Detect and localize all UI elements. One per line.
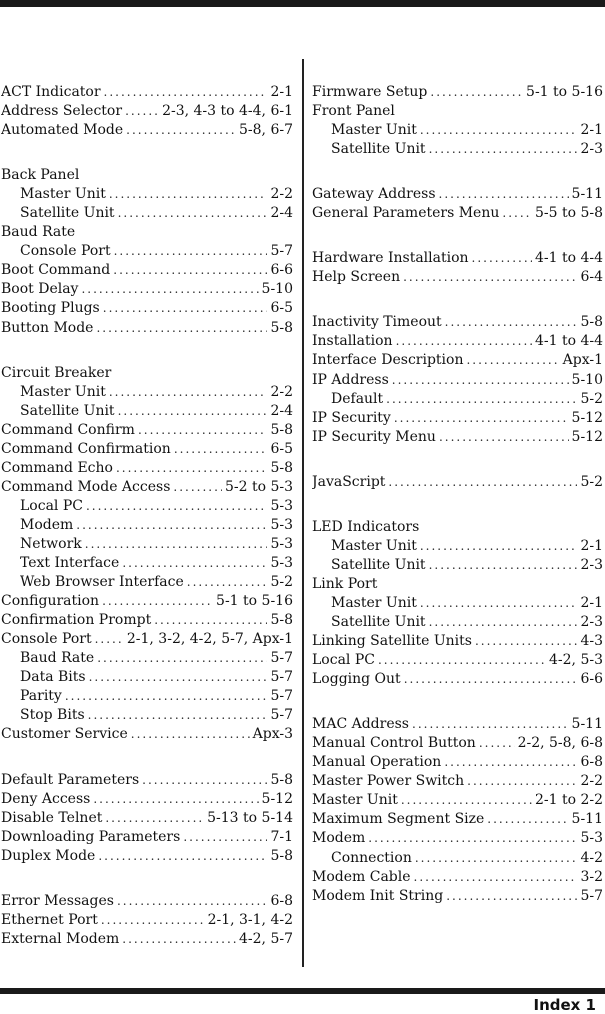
entry-pages: 6-4 [580,269,603,286]
leader-dots [401,791,532,810]
entry-pages: 6-6 [270,262,293,279]
leader-dots [467,772,577,791]
entry-pages: 5-10 [571,371,603,388]
entry-term: Ethernet Port [1,911,98,928]
leader-dots [154,611,267,630]
leader-dots [102,592,213,611]
index-heading: Link Port [312,575,378,592]
entry-term: Hardware Installation [312,250,469,267]
index-entry [312,715,603,734]
entry-pages: 5-8 [580,314,603,331]
leader-dots [98,847,267,866]
leader-dots [429,613,578,632]
leader-dots [89,668,268,687]
leader-dots [174,440,268,459]
index-subentry [1,242,293,261]
entry-term: Web Browser Interface [20,574,184,591]
entry-term: Console Port [20,243,111,260]
index-subentry [1,516,293,535]
entry-pages: 5-12 [261,790,293,807]
index-entry [1,847,293,866]
leader-dots [126,121,236,140]
entry-pages: 4-2 [580,849,603,866]
index-entry [1,459,293,478]
entry-pages: 4-2, 5-7 [239,930,293,947]
index-entry [1,911,293,930]
entry-pages: 5-5 to 5-8 [534,205,603,222]
leader-dots [118,204,268,223]
section-gap [312,492,603,518]
leader-dots [475,632,578,651]
leader-dots [118,402,268,421]
index-entry [312,829,603,848]
index-subentry [1,497,293,516]
entry-pages: 2-3 [580,556,603,573]
leader-dots [122,930,236,949]
entry-pages: 5-8 [270,612,293,629]
entry-term: Manual Operation [312,754,442,771]
leader-dots [430,83,523,102]
leader-dots [466,351,559,370]
entry-term: Satellite Unit [331,613,426,630]
entry-term: IP Security [312,409,391,426]
entry-term: Data Bits [20,669,86,686]
entry-pages: 5-11 [571,186,603,203]
index-entry [312,268,603,287]
entry-term: Button Mode [1,319,94,336]
entry-term: Help Screen [312,269,401,286]
entry-pages: 5-8 [270,421,293,438]
entry-pages: 2-1, 3-2, 4-2, 5-7, Apx-1 [126,631,293,648]
entry-term: Customer Service [1,726,128,743]
entry-pages: 5-2 [580,473,603,490]
entry-pages: 2-4 [270,205,293,222]
leader-dots [429,140,578,159]
index-entry [1,421,293,440]
entry-term: Maximum Segment Size [312,811,485,828]
entry-term: Master Unit [331,122,417,139]
entry-pages: 5-3 [270,555,293,572]
leader-dots [415,849,578,868]
column-divider [302,59,304,967]
entry-term: Address Selector [1,103,123,120]
index-subentry [1,668,293,687]
entry-term: Local PC [20,497,83,514]
index-column-right [312,83,603,906]
leader-dots [109,383,268,402]
index-subentry [312,594,603,613]
entry-term: Local PC [312,652,375,669]
index-subentry [1,204,293,223]
section-gap [312,287,603,313]
entry-term: Modem Cable [312,868,411,885]
entry-pages: 5-8 [270,771,293,788]
entry-pages: 6-5 [270,440,293,457]
index-entry [1,299,293,318]
entry-pages: Apx-3 [252,726,293,743]
entry-pages: 6-6 [580,671,603,688]
index-entry [1,809,293,828]
entry-term: Stop Bits [20,707,85,724]
index-entry [1,630,293,649]
entry-pages: 5-3 [580,830,603,847]
entry-pages: 5-8, 6-7 [239,122,293,139]
entry-term: Configuration [1,593,100,610]
entry-term: Interface Description [312,352,464,369]
entry-pages: 5-2 [580,390,603,407]
index-entry [312,313,603,332]
index-subentry [1,383,293,402]
entry-pages: Apx-1 [562,352,603,369]
index-entry [1,828,293,847]
index-entry [1,771,293,790]
entry-pages: 6-8 [270,892,293,909]
entry-term: Gateway Address [312,186,436,203]
entry-pages: 2-4 [270,402,293,419]
index-entry [312,868,603,887]
entry-term: Console Port [1,631,92,648]
entry-term: Satellite Unit [20,205,115,222]
index-entry [1,611,293,630]
index-subentry [1,535,293,554]
entry-term: Inactivity Timeout [312,314,442,331]
entry-pages: 2-1 [270,84,293,100]
entry-pages: 2-3 [580,613,603,630]
leader-dots [113,261,267,280]
index-subentry [1,185,293,204]
entry-pages: 2-3, 4-3 to 4-4, 6-1 [162,103,293,120]
entry-term: IP Address [312,371,389,388]
entry-term: Logging Out [312,671,401,688]
leader-dots [439,428,569,447]
entry-pages: 2-2, 5-8, 6-8 [517,735,603,752]
bottom-rule [0,988,605,994]
section-gap [312,223,603,249]
entry-term: Duplex Mode [1,847,96,864]
leader-dots [487,810,568,829]
index-subentry [1,687,293,706]
index-subentry [312,849,603,868]
leader-dots [479,734,515,753]
index-entry [1,592,293,611]
entry-pages: 2-1 [580,537,603,554]
leader-dots [420,537,578,556]
leader-dots [88,706,268,725]
leader-dots [420,594,578,613]
index-entry [312,371,603,390]
leader-dots [412,715,569,734]
entry-pages: 5-11 [571,811,603,828]
leader-dots [472,249,532,268]
entry-term: Deny Access [1,790,91,807]
entry-term: Command Confirmation [1,440,171,457]
leader-dots [104,83,268,102]
index-entry [1,725,293,744]
leader-dots [131,725,250,744]
index-subentry [1,649,293,668]
leader-dots [396,332,532,351]
entry-term: MAC Address [312,716,409,733]
entry-term: IP Security Menu [312,428,436,445]
entry-term: Boot Command [1,262,111,279]
entry-term: Command Mode Access [1,478,171,495]
entry-term: Default Parameters [1,771,140,788]
entry-term: Boot Delay [1,281,79,298]
entry-term: Downloading Parameters [1,828,181,845]
entry-term: Master Power Switch [312,773,465,790]
entry-pages: 5-7 [270,707,293,724]
entry-pages: 6-5 [270,300,293,317]
entry-term: Confirmation Prompt [1,612,152,629]
leader-dots [502,204,532,223]
leader-dots [105,809,204,828]
entry-pages: 5-1 to 5-16 [526,84,603,100]
section-gap [312,689,603,715]
index-subentry [312,390,603,409]
entry-pages: 4-2, 5-3 [549,652,603,669]
entry-term: Command Echo [1,459,113,476]
index-heading: LED Indicators [312,518,420,535]
entry-term: Satellite Unit [20,402,115,419]
leader-dots [116,459,267,478]
index-entry [312,810,603,829]
leader-dots [404,670,578,689]
entry-term: Master Unit [20,383,106,400]
leader-dots [429,556,578,575]
leader-dots [125,102,159,121]
entry-term: Baud Rate [20,650,95,667]
entry-pages: 2-2 [270,186,293,203]
leader-dots [446,887,577,906]
index-entry [1,930,293,949]
index-subentry [312,613,603,632]
index-entry [1,121,293,140]
entry-pages: 2-1 [580,594,603,611]
section-gap [1,338,293,364]
index-subentry [1,554,293,573]
entry-term: Automated Mode [1,122,124,139]
section-gap [1,866,293,892]
entry-pages: 5-8 [270,319,293,336]
leader-dots [117,892,268,911]
entry-term: Satellite Unit [331,141,426,158]
entry-pages: 5-7 [270,243,293,260]
entry-pages: 5-3 [270,535,293,552]
index-entry [312,753,603,772]
index-entry [312,473,603,492]
entry-term: Master Unit [331,537,417,554]
leader-dots [368,829,577,848]
entry-pages: 2-1 to 2-2 [534,792,603,809]
section-gap [1,140,293,166]
index-entry [1,790,293,809]
entry-pages: 2-3 [580,141,603,158]
entry-pages: 5-8 [270,459,293,476]
entry-pages: 2-1, 3-1, 4-2 [207,911,293,928]
entry-term: Manual Control Button [312,735,476,752]
leader-dots [392,371,569,390]
leader-dots [101,911,205,930]
entry-term: Installation [312,333,393,350]
entry-term: Booting Plugs [1,300,100,317]
entry-term: Modem [312,830,366,847]
index-entry [1,83,293,102]
entry-term: Disable Telnet [1,809,103,826]
page-footer: Index 1 [533,996,596,1014]
entry-pages: 5-13 to 5-14 [207,809,293,826]
entry-term: Firmware Setup [312,84,428,100]
entry-pages: 4-1 to 4-4 [534,333,603,350]
section-gap [312,159,603,185]
entry-term: Modem [20,516,74,533]
index-entry [312,772,603,791]
leader-dots [439,185,569,204]
leader-dots [378,651,546,670]
index-entry [312,351,603,370]
index-entry [312,428,603,447]
index-entry [312,734,603,753]
leader-dots [114,242,268,261]
entry-term: General Parameters Menu [312,205,500,222]
index-entry [1,102,293,121]
index-entry [312,249,603,268]
leader-dots [444,753,577,772]
entry-term: Network [20,535,82,552]
index-subentry [1,573,293,592]
entry-term: External Modem [1,930,120,947]
leader-dots [173,478,222,497]
index-subentry [312,121,603,140]
top-rule [0,0,605,7]
entry-term: Command Confirm [1,421,135,438]
index-entry [312,670,603,689]
leader-dots [420,121,578,140]
index-heading: Baud Rate [1,224,76,241]
entry-term: Master Unit [20,186,106,203]
entry-term: Text Interface [20,555,120,572]
leader-dots [96,319,267,338]
entry-term: Linking Satellite Units [312,633,472,650]
leader-dots [183,828,267,847]
leader-dots [85,535,268,554]
entry-pages: 4-1 to 4-4 [534,250,603,267]
entry-pages: 5-8 [270,847,293,864]
section-gap [1,745,293,771]
leader-dots [403,268,577,287]
index-entry [312,83,603,102]
leader-dots [445,313,578,332]
index-subentry [1,402,293,421]
entry-term: Master Unit [312,792,398,809]
index-subentry [1,706,293,725]
leader-dots [65,687,268,706]
entry-term: Modem Init String [312,887,444,904]
index-entry [1,892,293,911]
index-heading: Back Panel [1,167,80,184]
leader-dots [187,573,268,592]
entry-pages: 5-12 [571,409,603,426]
index-subentry [312,537,603,556]
entry-term: JavaScript [312,473,386,490]
entry-pages: 2-2 [580,773,603,790]
leader-dots [388,473,577,492]
entry-pages: 5-11 [571,716,603,733]
entry-pages: 5-12 [571,428,603,445]
entry-pages: 5-2 [270,574,293,591]
leader-dots [76,516,267,535]
entry-pages: 5-7 [270,650,293,667]
index-entry [312,651,603,670]
entry-term: Error Messages [1,892,114,909]
leader-dots [122,554,267,573]
entry-pages: 5-7 [580,887,603,904]
index-entry [1,440,293,459]
index-entry [1,261,293,280]
leader-dots [97,649,267,668]
entry-term: Master Unit [331,594,417,611]
entry-term: Parity [20,688,62,705]
index-entry [312,185,603,204]
entry-pages: 5-7 [270,669,293,686]
index-heading: Front Panel [312,103,395,120]
leader-dots [86,497,267,516]
index-entry [312,204,603,223]
index-entry [312,791,603,810]
section-gap [312,447,603,473]
leader-dots [103,299,268,318]
index-entry [312,887,603,906]
leader-dots [394,409,569,428]
leader-dots [81,280,258,299]
entry-pages: 5-7 [270,688,293,705]
index-entry [1,478,293,497]
entry-pages: 2-2 [270,383,293,400]
leader-dots [386,390,577,409]
entry-pages: 2-1 [580,122,603,139]
entry-pages: 4-3 [580,633,603,650]
entry-term: Satellite Unit [331,556,426,573]
entry-term: Default [331,390,384,407]
entry-term: Connection [331,849,412,866]
index-heading: Circuit Breaker [1,364,112,381]
index-subentry [312,556,603,575]
index-entry [312,409,603,428]
entry-term: ACT Indicator [1,84,101,100]
entry-pages: 6-8 [580,754,603,771]
leader-dots [95,630,124,649]
entry-pages: 5-10 [261,281,293,298]
leader-dots [109,185,268,204]
entry-pages: 7-1 [270,828,293,845]
entry-pages: 5-3 [270,497,293,514]
leader-dots [138,421,268,440]
index-subentry [312,140,603,159]
index-entry [1,280,293,299]
index-entry [312,332,603,351]
index-entry [1,319,293,338]
entry-pages: 3-2 [580,868,603,885]
entry-pages: 5-3 [270,516,293,533]
leader-dots [142,771,267,790]
index-column-left [1,83,293,949]
index-entry [312,632,603,651]
entry-pages: 5-2 to 5-3 [224,478,293,495]
leader-dots [93,790,258,809]
leader-dots [414,868,578,887]
entry-pages: 5-1 to 5-16 [216,593,293,610]
